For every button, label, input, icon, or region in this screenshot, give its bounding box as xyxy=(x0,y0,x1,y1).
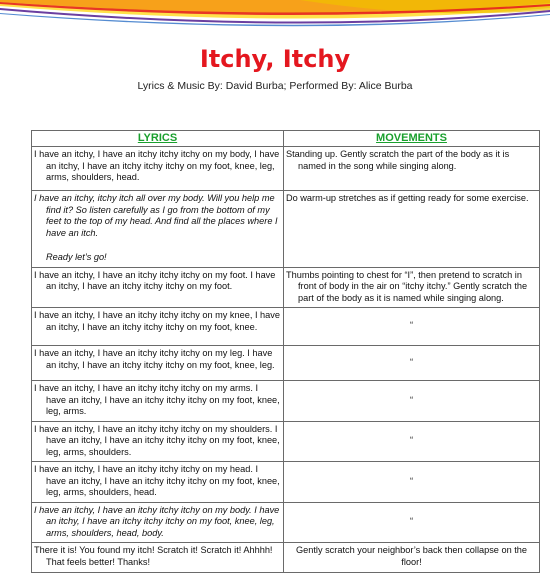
movement-cell: “ xyxy=(284,502,540,543)
lyric-cell: I have an itchy, I have an itchy itchy itchy on my body. I have an itchy, I have an itchy itchy itchy on my foot, knee, leg, arms, shoulders, head, body. xyxy=(32,502,284,543)
lyric-cell: There it is! You found my itch! Scratch it! Scratch it! Ahhhh! That feels better! Thanks! xyxy=(32,543,284,573)
movement-cell: Do warm-up stretches as if getting ready for some exercise. xyxy=(284,191,540,268)
lyric-cell xyxy=(32,191,284,268)
credits: Lyrics & Music By: David Burba; Performed By: Alice Burba xyxy=(137,80,413,92)
lyric-cell: I have an itchy, I have an itchy itchy itchy on my leg. I have an itchy, I have an itchy itchy itchy on my foot, knee, leg. xyxy=(32,346,284,381)
movement-cell: “ xyxy=(284,308,540,346)
table-row xyxy=(32,346,540,381)
movement-cell: “ xyxy=(284,421,540,462)
movement-cell: “ xyxy=(284,381,540,422)
movement-cell: Standing up. Gently scratch the part of the body as it is named in the song while singing along. xyxy=(284,147,540,191)
lyric-cell: I have an itchy, I have an itchy itchy itchy on my body, I have an itchy, I have an itchy itchy itchy on my foot, knee, leg, arms, shoulders, head. xyxy=(32,147,284,191)
table-row xyxy=(32,462,540,503)
table-row xyxy=(32,308,540,346)
song-table xyxy=(31,130,540,573)
header-lyrics: LYRICS xyxy=(32,131,284,147)
table-row xyxy=(32,543,540,573)
table-row xyxy=(32,502,540,543)
lyric-cell: I have an itchy, I have an itchy itchy itchy on my knee, I have an itchy, I have an itchy itchy itchy on my foot, knee. xyxy=(32,308,284,346)
header-banner xyxy=(0,0,550,32)
lyric-cell: I have an itchy, I have an itchy itchy itchy on my foot. I have an itchy, I have an itchy itchy itchy on my foot. xyxy=(32,267,284,308)
movement-cell: “ xyxy=(284,346,540,381)
table-header-row xyxy=(32,131,540,147)
table-row xyxy=(32,191,540,268)
movement-cell: Thumbs pointing to chest for “I”, then pretend to scratch in front of body in the air on “itchy itchy.” Gently scratch the part of the body as it is named while singing along. xyxy=(284,267,540,308)
movement-cell: “ xyxy=(284,462,540,503)
lyric-cell: I have an itchy, I have an itchy itchy itchy on my shoulders. I have an itchy, I have an itchy itchy itchy on my foot, knee, leg, arms, shoulders. xyxy=(32,421,284,462)
table-row xyxy=(32,267,540,308)
movement-cell: Gently scratch your neighbor’s back then collapse on the floor! xyxy=(284,543,540,573)
lyric-cell: I have an itchy, I have an itchy itchy itchy on my head. I have an itchy, I have an itchy itchy itchy on my foot, knee, leg, arms, shoulders, head. xyxy=(32,462,284,503)
lyric-cell: I have an itchy, I have an itchy itchy itchy on my arms. I have an itchy, I have an itchy itchy itchy on my foot, knee, leg, arms. xyxy=(32,381,284,422)
lyric-extra: Ready let’s go! xyxy=(46,252,107,262)
table-row xyxy=(32,421,540,462)
header-movements: MOVEMENTS xyxy=(284,131,540,147)
lyric-text: I have an itchy, itchy itch all over my body. Will you help me find it? So listen carefully as I go from the bottom of my feet to the top of my head. And find all the places where I have an itch. xyxy=(34,193,278,238)
table-row xyxy=(32,381,540,422)
page-title: Itchy, Itchy xyxy=(199,45,351,73)
table-row xyxy=(32,147,540,191)
